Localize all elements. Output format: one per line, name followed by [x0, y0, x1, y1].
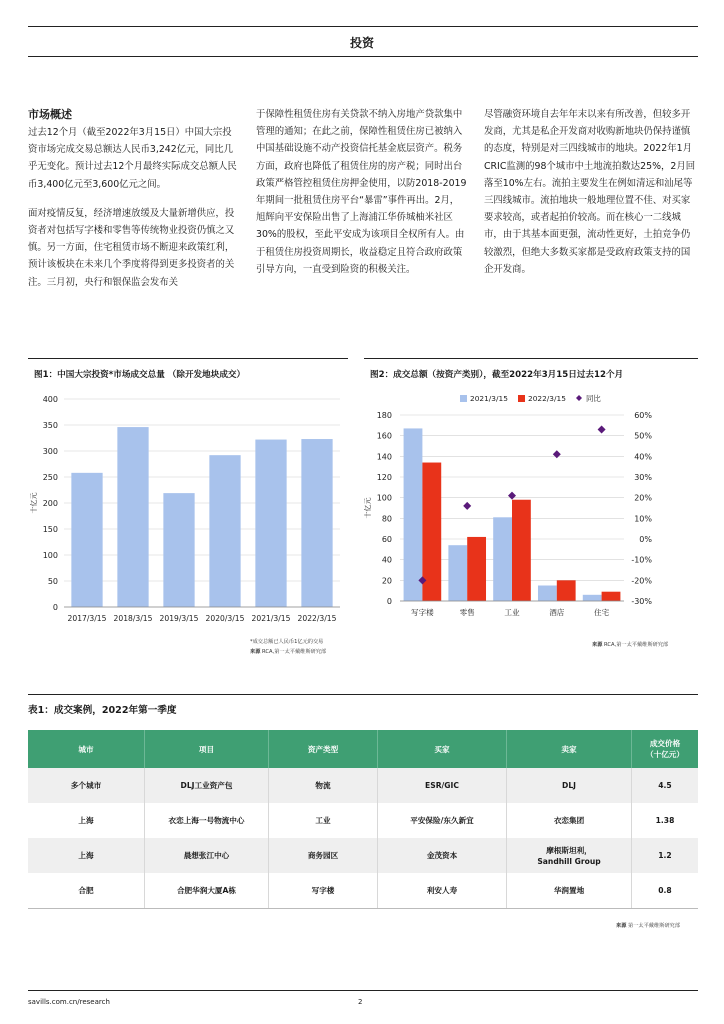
cell-buyer: 金茂资本 — [378, 838, 507, 873]
legend-label-2021: 2021/3/15 — [470, 394, 508, 403]
bar-2021 — [493, 517, 512, 601]
y-axis-label: 十亿元 — [364, 497, 372, 519]
cell-asset-type: 写字楼 — [269, 873, 378, 909]
table-row — [28, 838, 698, 873]
cell-seller: 摩根斯坦利， Sandhill Group — [507, 838, 632, 873]
bar — [301, 439, 332, 607]
cell-project: 晨想张江中心 — [145, 838, 269, 873]
y-tick-label: 400 — [42, 395, 58, 404]
col-header-price: 成交价格 （十亿元） — [632, 730, 699, 768]
cell-buyer: 平安保险/东久新宜 — [378, 803, 507, 838]
legend-swatch-yoy — [576, 395, 582, 401]
y-tick-label: 50 — [47, 577, 58, 586]
source-label: 来源 — [250, 649, 261, 655]
text-column-3 — [484, 106, 696, 290]
figure1-source — [250, 648, 326, 655]
bar-2021 — [538, 586, 557, 602]
x-tick-label: 写字楼 — [411, 608, 434, 617]
table-row — [28, 768, 698, 803]
cell-project: 合肥华润大厦A栋 — [145, 873, 269, 909]
y-tick-label: 20 — [381, 576, 392, 586]
col-header-asset-type: 资产类型 — [269, 730, 378, 768]
cell-project: DLJ工业资产包 — [145, 768, 269, 803]
cell-project: 衣恋上海一号物流中心 — [145, 803, 269, 838]
x-tick-label: 酒店 — [549, 608, 565, 617]
legend-label-yoy: 同比 — [586, 394, 601, 403]
bar-2022 — [512, 500, 531, 601]
figure2-chart — [362, 390, 702, 630]
cell-buyer: ESR/GIC — [378, 768, 507, 803]
col-header-buyer: 买家 — [378, 730, 507, 768]
bar-2022 — [602, 592, 621, 601]
y-tick-label: 60 — [381, 535, 392, 544]
table-source — [616, 922, 680, 929]
header-top-rule — [28, 26, 698, 27]
bar — [163, 493, 194, 607]
source-text: RCA,第一太平戴维斯研究部 — [262, 649, 327, 655]
figure2-source — [592, 641, 668, 648]
x-tick-label: 工业 — [504, 608, 520, 617]
table-rule — [28, 694, 698, 695]
y2-tick-label: 40% — [634, 452, 652, 462]
y-tick-label: 150 — [42, 525, 58, 534]
cell-buyer: 利安人寿 — [378, 873, 507, 909]
legend-swatch-2021 — [460, 395, 467, 402]
y-tick-label: 160 — [376, 431, 392, 441]
y-tick-label: 140 — [376, 452, 392, 462]
y2-tick-label: 50% — [634, 431, 652, 441]
y-tick-label: 350 — [42, 421, 58, 430]
y-tick-label: 0 — [52, 603, 58, 612]
y-tick-label: 200 — [42, 499, 58, 508]
cell-seller: 衣恋集团 — [507, 803, 632, 838]
cell-city: 上海 — [28, 838, 145, 873]
y-tick-label: 300 — [42, 447, 58, 456]
bar-2022 — [557, 580, 576, 601]
header-bottom-rule — [28, 56, 698, 57]
bar — [117, 427, 148, 607]
y-tick-label: 250 — [42, 473, 58, 482]
bar-2021 — [448, 545, 467, 601]
table-row — [28, 873, 698, 909]
bar — [255, 440, 286, 607]
y2-tick-label: -20% — [631, 576, 652, 586]
bar — [209, 455, 240, 607]
footer-url[interactable]: savills.com.cn/research — [28, 998, 110, 1006]
cell-city: 上海 — [28, 803, 145, 838]
cell-seller: DLJ — [507, 768, 632, 803]
bar-2022 — [467, 537, 486, 601]
col-header-seller: 卖家 — [507, 730, 632, 768]
cell-city: 合肥 — [28, 873, 145, 909]
x-tick-label: 2017/3/15 — [67, 614, 107, 623]
cell-asset-type: 物流 — [269, 768, 378, 803]
footer-rule — [28, 990, 698, 991]
paragraph: 过去12个月（截至2022年3月15日）中国大宗投资市场完成交易总额达人民币3,242亿元，同比几乎无变化。预计过去12个月最终实际成交总额人民币3,400亿元至3,600亿元之间。 — [28, 127, 237, 190]
cell-price: 1.38 — [632, 803, 699, 838]
figure2-rule — [364, 358, 698, 359]
table-title: 表1：成交案例，2022年第一季度 — [28, 705, 177, 716]
y2-tick-label: 60% — [634, 411, 652, 420]
deals-table — [28, 730, 698, 909]
y-tick-label: 100 — [376, 493, 392, 503]
page-section-title: 投资 — [349, 36, 374, 50]
bar-2021 — [583, 595, 602, 601]
paragraph: 于保障性租赁住房有关贷款不纳入房地产贷款集中管理的通知；在此之前，保障性租赁住房已被纳入中国基础设施不动产投资信托基金底层资产。税务方面，政府也降低了租赁住房的房产税；同时出台政策严格管控租赁住房押金使用，以防2018-2019年期间一批租赁住房平台“暴雷”事件再出。2月，旭辉向平安保险出售了上海浦江华侨城柚米社区30%的股权，至此平安成为该项目全权所有人。由于租赁住房投资周期长，收益稳定且符合政府政策引导方向，一直受到险资的积极关注。 — [256, 109, 467, 275]
col-header-project: 项目 — [145, 730, 269, 768]
cell-price: 1.2 — [632, 838, 699, 873]
legend-label-2022: 2022/3/15 — [528, 394, 566, 403]
legend-swatch-2022 — [518, 395, 525, 402]
cell-city: 多个城市 — [28, 768, 145, 803]
figure1-footnote: *成交总额已人民币1亿元的交易 — [250, 639, 324, 645]
source-text: 第一太平戴维斯研究部 — [628, 923, 680, 929]
y2-tick-label: -30% — [631, 597, 652, 606]
y2-tick-label: -10% — [631, 555, 652, 565]
paragraph: 尽管融资环境自去年年末以来有所改善，但较多开发商，尤其是私企开发商对收购新地块仍保持谨慎的态度，特别是对三四线城市的地块。2022年1月CRIC监测的98个城市中土地流拍数达25%，2月回落至10%左右。流拍主要发生在例如清远和汕尾等三四线城市。流拍地块一般地理位置不佳、对买家要求较高，或者起拍价较高。而在核心一二线城市，由于其基本面更强，流动性更好，土拍竞争仍较激烈，但绝大多数买家都是受政府政策支持的国企开发商。 — [484, 109, 696, 275]
y-tick-label: 40 — [381, 555, 392, 565]
y2-tick-label: 30% — [634, 473, 652, 482]
cell-price: 4.5 — [632, 768, 699, 803]
table-row — [28, 803, 698, 838]
figure2-title: 图2：成交总额（按资产类别），截至2022年3月15日过去12个月 — [370, 370, 624, 380]
x-tick-label: 2019/3/15 — [159, 614, 199, 623]
paragraph: 面对疫情反复，经济增速放缓及大量新增供应，投资者对包括写字楼和零售等传统物业投资仍慎之又慎。另一方面，住宅租赁市场不断迎来政策红利，预计该板块在未来几个季度将得到更多投资者的关注。三月初，央行和银保监会发布关 — [28, 207, 235, 288]
text-column-2 — [256, 106, 468, 290]
text-column-1 — [28, 106, 240, 303]
y-axis-label: 十亿元 — [30, 492, 38, 514]
bar — [71, 473, 102, 607]
x-tick-label: 零售 — [459, 608, 475, 617]
figure1-title: 图1：中国大宗投资*市场成交总量 （除开发地块成交） — [34, 370, 246, 380]
table-header-row — [28, 730, 698, 768]
x-tick-label: 2018/3/15 — [113, 614, 153, 623]
y-tick-label: 120 — [376, 473, 392, 482]
y-tick-label: 0 — [386, 597, 392, 606]
y2-tick-label: 0% — [639, 535, 652, 544]
y2-tick-label: 10% — [634, 514, 652, 524]
cell-price: 0.8 — [632, 873, 699, 909]
bar-2021 — [404, 428, 423, 601]
figure1-rule — [28, 358, 348, 359]
cell-asset-type: 工业 — [269, 803, 378, 838]
x-tick-label: 住宅 — [594, 608, 610, 617]
source-label: 来源 — [616, 923, 627, 929]
cell-seller: 华润置地 — [507, 873, 632, 909]
source-text: RCA,第一太平戴维斯研究部 — [604, 642, 669, 648]
figure1-chart — [28, 388, 348, 638]
section-heading: 市场概述 — [28, 108, 72, 121]
y-tick-label: 80 — [381, 514, 392, 524]
y-tick-label: 180 — [376, 411, 392, 420]
x-tick-label: 2020/3/15 — [205, 614, 245, 623]
page-number: 2 — [358, 998, 363, 1006]
x-tick-label: 2022/3/15 — [297, 614, 337, 623]
y-tick-label: 100 — [42, 551, 58, 560]
y2-tick-label: 20% — [634, 493, 652, 503]
cell-asset-type: 商务园区 — [269, 838, 378, 873]
col-header-city: 城市 — [28, 730, 145, 768]
source-label: 来源 — [592, 642, 603, 648]
x-tick-label: 2021/3/15 — [251, 614, 291, 623]
